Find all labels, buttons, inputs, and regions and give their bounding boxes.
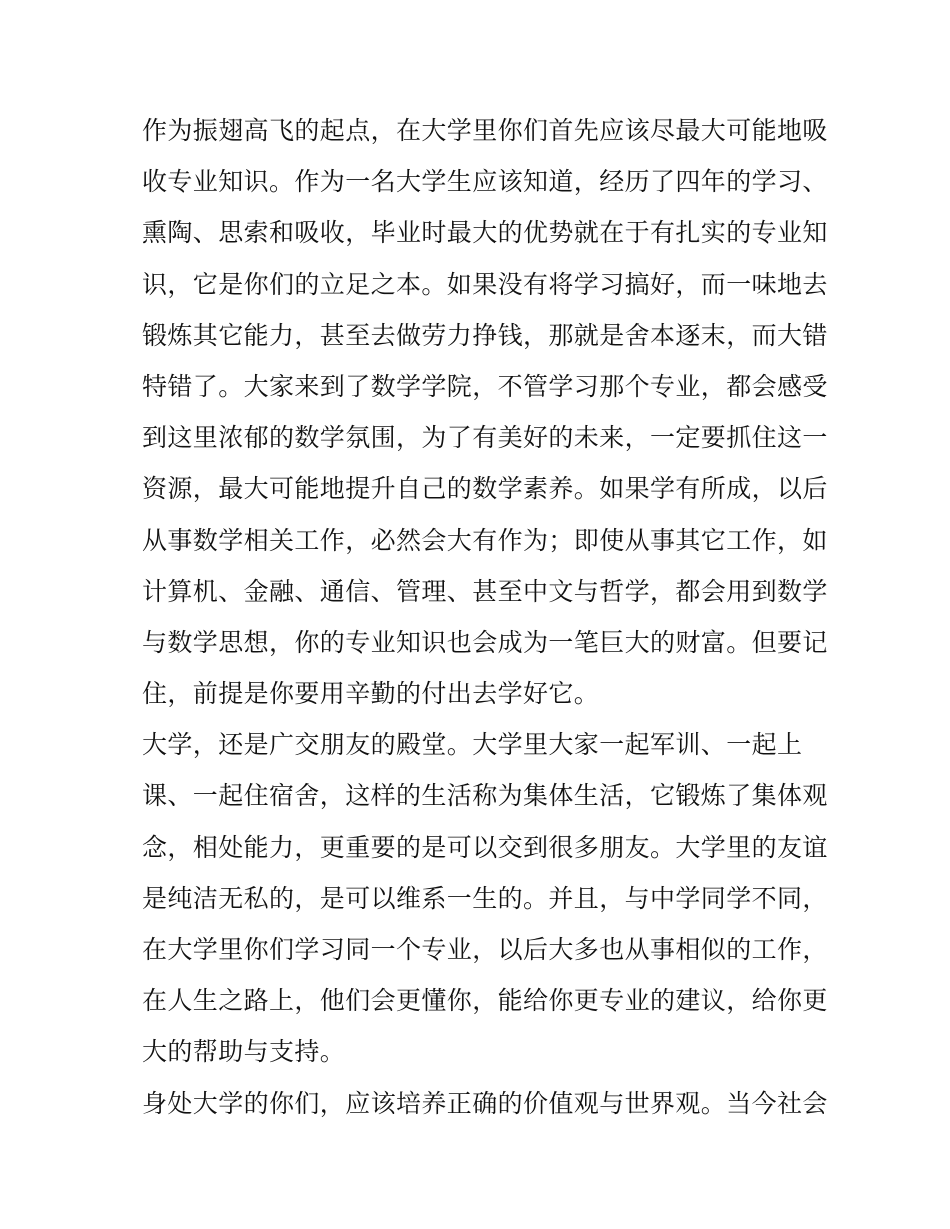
text-line: 大的帮助与支持。 <box>142 1037 346 1067</box>
text-line: 在大学里你们学习同一个专业，以后大多也从事相似的工作， <box>142 935 828 964</box>
text-line: 识，它是你们的立足之本。如果没有将学习搞好，而一味地去 <box>142 269 828 299</box>
text-line: 资源，最大可能地提升自己的数学素养。如果学有所成，以后 <box>142 474 828 504</box>
text-line: 熏陶、思索和吸收，毕业时最大的优势就在于有扎实的专业知 <box>142 218 828 248</box>
paragraph-2 <box>142 719 828 1077</box>
text-line: 身处大学的你们，应该培养正确的价值观与世界观。当今社会 <box>142 1088 828 1118</box>
text-line: 是纯洁无私的，是可以维系一生的。并且，与中学同学不同， <box>142 883 828 913</box>
paragraph-3 <box>142 1078 828 1129</box>
text-line: 计算机、金融、通信、管理、甚至中文与哲学，都会用到数学 <box>142 576 828 606</box>
paragraph-1 <box>142 105 828 719</box>
text-line: 念，相处能力，更重要的是可以交到很多朋友。大学里的友谊 <box>142 832 828 862</box>
text-line: 课、一起住宿舍，这样的生活称为集体生活，它锻炼了集体观 <box>142 781 828 811</box>
document-body <box>142 105 828 1129</box>
text-line: 到这里浓郁的数学氛围，为了有美好的未来，一定要抓住这一 <box>142 423 828 453</box>
text-line: 在人生之路上，他们会更懂你，能给你更专业的建议，给你更 <box>142 986 828 1016</box>
text-line: 作为振翅高飞的起点，在大学里你们首先应该尽最大可能地吸 <box>142 116 828 145</box>
text-line: 大学，还是广交朋友的殿堂。大学里大家一起军训、一起上 <box>142 730 803 760</box>
text-line: 从事数学相关工作，必然会大有作为；即使从事其它工作，如 <box>142 525 828 555</box>
text-line: 住，前提是你要用辛勤的付出去学好它。 <box>142 679 600 709</box>
text-line: 收专业知识。作为一名大学生应该知道，经历了四年的学习、 <box>142 167 828 197</box>
text-line: 锻炼其它能力，甚至去做劳力挣钱，那就是舍本逐末，而大错 <box>142 320 828 350</box>
text-line: 特错了。大家来到了数学学院，不管学习那个专业，都会感受 <box>142 371 828 401</box>
text-line: 与数学思想，你的专业知识也会成为一笔巨大的财富。但要记 <box>142 627 828 657</box>
